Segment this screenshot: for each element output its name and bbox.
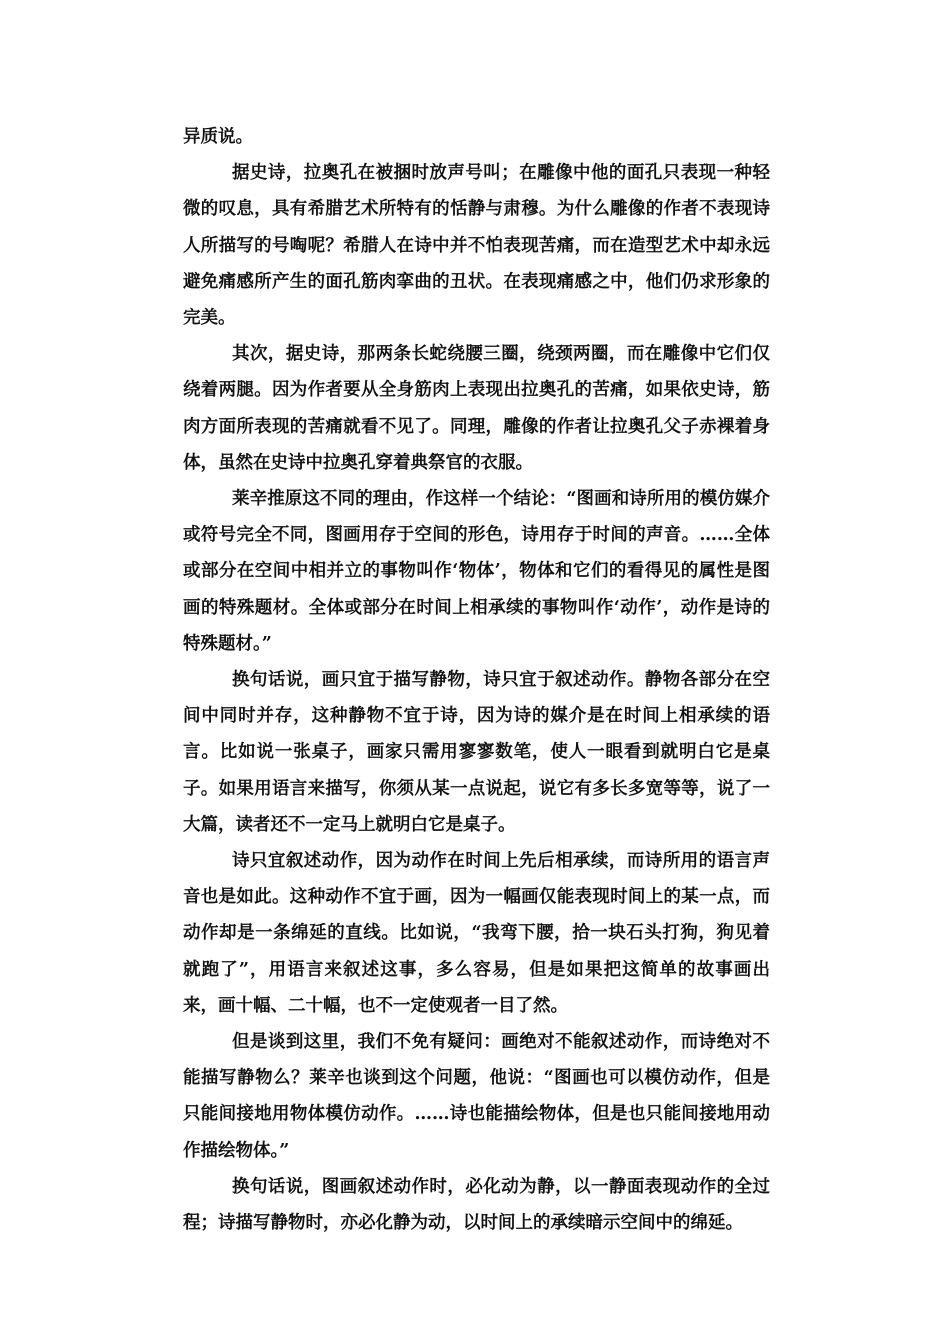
paragraph: 莱辛推原这不同的理由，作这样一个结论：“图画和诗所用的模仿媒介或符号完全不同，图画用存于空间的形色，诗用存于时间的声音。……全体或部分在空间中相并立的事物叫作‘物体’，物体和它们的看得见的属性是图画的特殊题材。全体或部分在时间上相承续的事物叫作‘动作’，动作是诗的特殊题材。” (183, 489, 770, 654)
paragraph: 据史诗，拉奥孔在被捆时放声号叫；在雕像中他的面孔只表现一种轻微的叹息，具有希腊艺术所特有的恬静与肃穆。为什么雕像的作者不表现诗人所描写的号啕呢？希腊人在诗中并不怕表现苦痛，而在造型艺术中却永远避免痛感所产生的面孔筋肉挛曲的丑状。在表现痛感之中，他们仍求形象的完美。 (183, 163, 770, 329)
paragraph: 但是谈到这里，我们不免有疑问：画绝对不能叙述动作，而诗绝对不能描写静物么？莱辛也谈到这个问题，他说：“图画也可以模仿动作，但是只能间接地用物体模仿动作。……诗也能描绘物体，但是也只能间接地用动作描绘物体。” (183, 1032, 770, 1161)
document-body (183, 119, 770, 1241)
paragraph: 诗只宜叙述动作，因为动作在时间上先后相承续，而诗所用的语言声音也是如此。这种动作不宜于画，因为一幅画仅能表现时间上的某一点，而动作却是一条绵延的直线。比如说，“我弯下腰，拾一块石头打狗，狗见着就跑了”，用语言来叙述这事，多么容易，但是如果把这简单的故事画出来，画十幅、二十幅，也不一定使观者一目了然。 (183, 851, 770, 1016)
paragraph-continuation: 异质说。 (183, 127, 253, 147)
paragraph: 换句话说，图画叙述动作时，必化动为静，以一静面表现动作的全过程；诗描写静物时，亦必化静为动，以时间上的承续暗示空间中的绵延。 (183, 1176, 770, 1234)
paragraph: 换句话说，画只宜于描写静物，诗只宜于叙述动作。静物各部分在空间中同时并存，这种静物不宜于诗，因为诗的媒介是在时间上相承续的语言。比如说一张桌子，画家只需用寥寥数笔，使人一眼看到就明白它是桌子。如果用语言来描写，你须从某一点说起，说它有多长多宽等等，说了一大篇，读者还不一定马上就明白它是桌子。 (183, 670, 770, 835)
paragraph: 其次，据史诗，那两条长蛇绕腰三圈，绕颈两圈，而在雕像中它们仅绕着两腿。因为作者要从全身筋肉上表现出拉奥孔的苦痛，如果依史诗，筋肉方面所表现的苦痛就看不见了。同理，雕像的作者让拉奥孔父子赤裸着身体，虽然在史诗中拉奥孔穿着典祭官的衣服。 (183, 344, 770, 473)
